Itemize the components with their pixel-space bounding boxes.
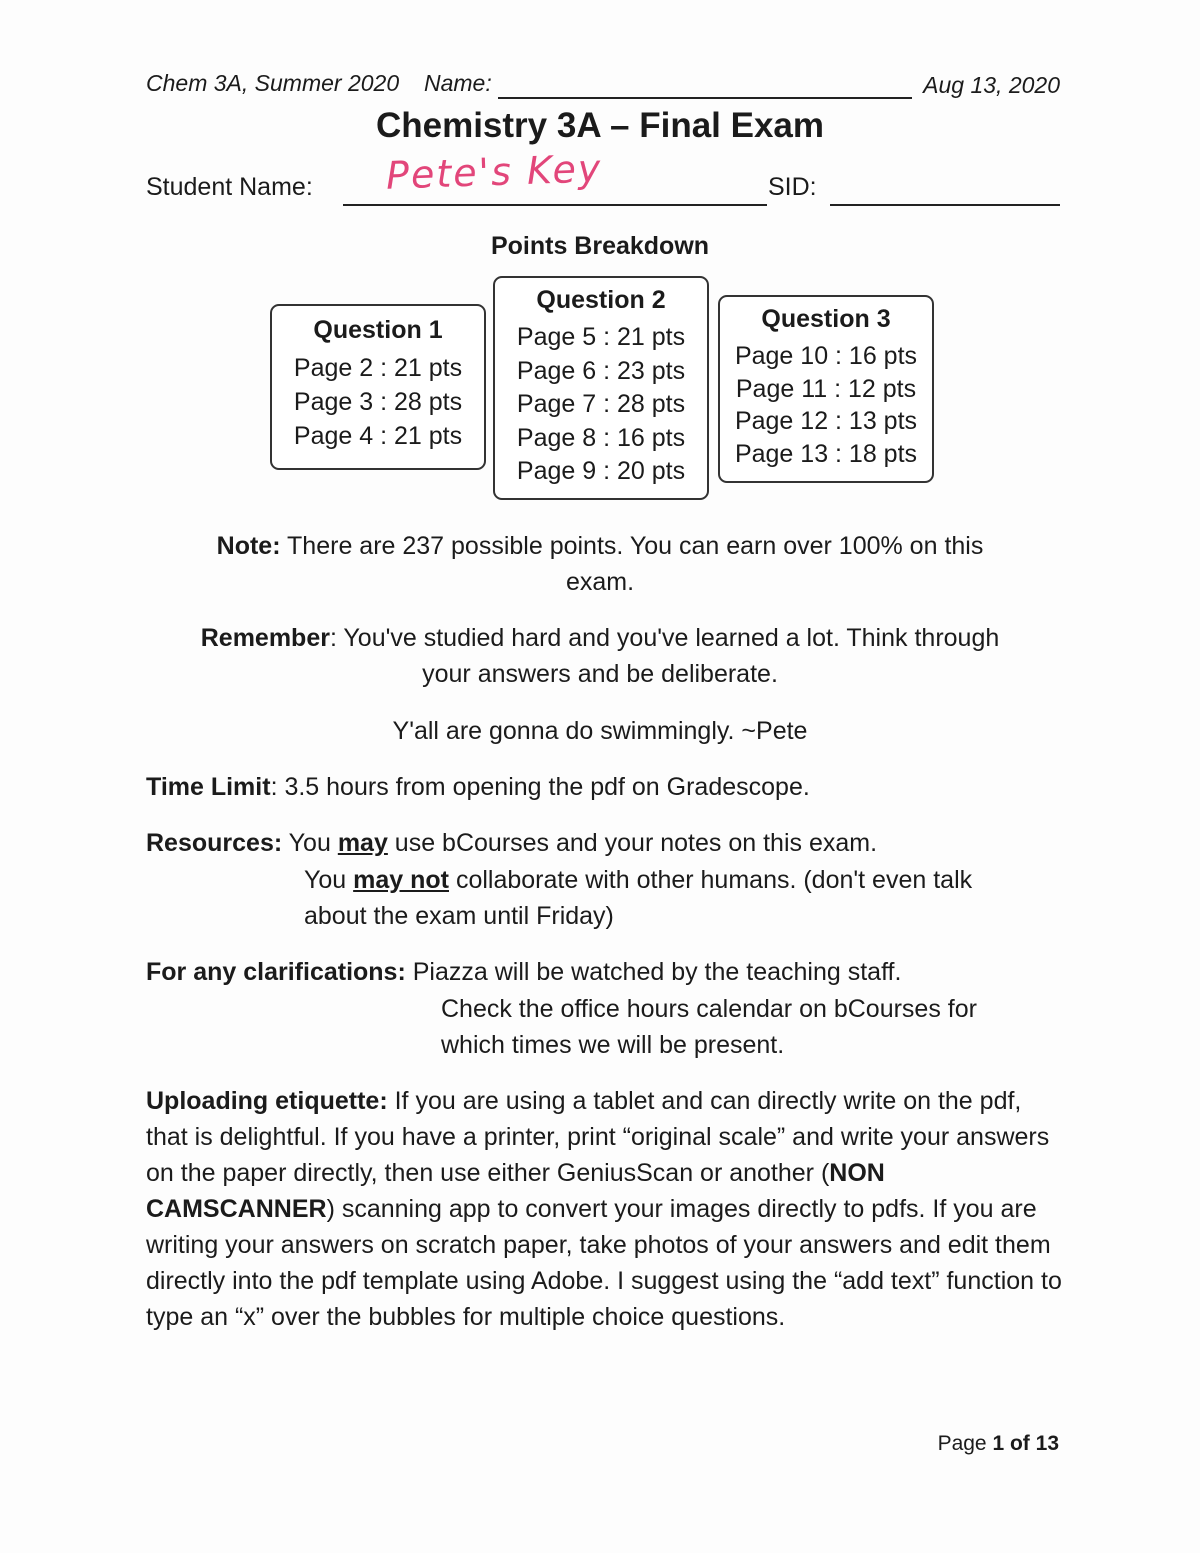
header-name-label: Name: [424,70,492,96]
uploading-label: Uploading etiquette: [146,1087,388,1115]
clarifications-paragraph-cont [441,991,1061,1063]
time-limit-label: Time Limit [146,773,271,801]
page-number-total: 13 [1035,1432,1059,1455]
remember-text-cont: your answers and be deliberate. [422,660,778,688]
student-name-label: Student Name: [146,173,313,201]
question-2-line: Page 9 : 20 pts [516,457,686,485]
question-3-title: Question 3 [761,305,891,333]
remember-paragraph [150,620,1050,692]
time-limit-text: : 3.5 hours from opening the pdf on Gradescope. [270,773,810,801]
resources-text: You [282,829,338,857]
clarifications-label: For any clarifications: [146,958,406,986]
page-number-prefix: Page [937,1432,993,1455]
resources-text: about the exam until Friday) [304,902,614,930]
clarifications-text: which times we will be present. [441,1031,785,1059]
question-1-title: Question 1 [313,316,443,344]
note-text-cont: exam. [565,568,635,596]
question-3-line: Page 11 : 12 pts [735,374,917,403]
sid-label: SID: [768,173,817,201]
uploading-paragraph [146,1083,1062,1335]
question-1-line: Page 3 : 28 pts [293,388,463,416]
question-2-line: Page 5 : 21 pts [516,323,686,351]
page-number-current: 1 [992,1432,1005,1455]
student-name-line [343,204,767,206]
student-info [146,146,1060,218]
page-title: Chemistry 3A – Final Exam [375,106,825,145]
resources-may-not: may not [353,866,449,894]
question-1-line: Page 4 : 21 pts [293,422,463,450]
clarifications-text: Check the office hours calendar on bCourses for [441,995,977,1023]
uploading-text: ) scanning app to convert your images directly to pdfs. If you are writing your answers on scratch paper, take photos of your answers and edit them directly into the pdf template using Adobe. I suggest using the “add text” function to type an “x” over the bubbles for multiple choice questions. [146,1195,1062,1331]
question-2-line: Page 6 : 23 pts [516,356,686,385]
clarifications-text: Piazza will be watched by the teaching staff. [405,958,902,986]
handwritten-student-name: Pete's Key [385,146,604,198]
course-label: Chem 3A, Summer 2020 [146,70,400,96]
resources-label: Resources: [146,829,283,857]
resources-paragraph-cont [304,862,1064,934]
clarifications-paragraph [146,954,1066,990]
remember-label: Remember [200,624,330,652]
question-2-box [493,276,709,500]
resources-text: collaborate with other humans. (don't even talk [449,866,973,894]
resources-may: may [337,829,388,857]
question-2-title: Question 2 [536,286,666,314]
question-3-line: Page 13 : 18 pts [734,439,918,468]
header-name-line [498,97,912,99]
page-number [938,1432,1059,1456]
resources-text: use bCourses and your notes on this exam. [387,829,878,857]
remember-text: : You've studied hard and you've learned a lot. Think through [329,624,1000,652]
question-2-line: Page 8 : 16 pts [516,423,686,452]
signoff-line: Y'all are gonna do swimmingly. ~Pete [392,717,808,745]
question-3-line: Page 12 : 13 pts [734,407,918,435]
uploading-bold-text: NON CAMSCANNER [146,1159,885,1223]
question-1-box [270,304,486,470]
exam-date: Aug 13, 2020 [923,72,1060,98]
sid-line [830,204,1060,206]
question-2-line: Page 7 : 28 pts [516,390,686,418]
question-3-box [718,295,934,483]
question-3-line: Page 10 : 16 pts [734,342,918,370]
resources-paragraph [146,825,1066,861]
page-number-of: of [1004,1432,1036,1455]
note-text: There are 237 possible points. You can earn over 100% on this [280,532,984,560]
time-limit-paragraph [146,769,1066,805]
page-header [146,70,1060,104]
points-breakdown-heading: Points Breakdown [490,232,710,260]
note-paragraph [150,528,1050,600]
uploading-text: If you are using a tablet and can directly write on the pdf, that is delightful. If you have a printer, print “original scale” and write your answers on the paper directly, then use either GeniusScan or another ( [146,1087,1050,1187]
note-label: Note: [216,532,281,560]
resources-text: You [304,866,354,894]
question-1-line: Page 2 : 21 pts [293,354,463,382]
